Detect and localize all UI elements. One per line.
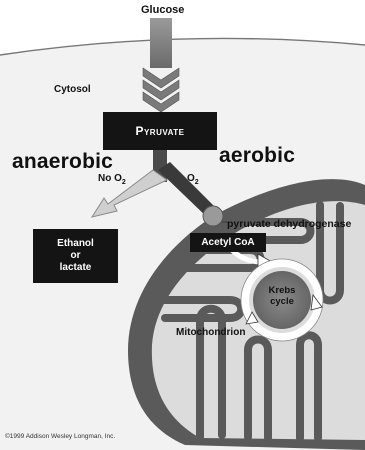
anaerobic-label: anaerobic [12,150,114,173]
no-o2-subscript: 2 [121,179,126,186]
no-o2-label [98,173,126,186]
no-o2-text: No O [98,173,122,184]
o2-subscript: 2 [194,179,199,186]
krebs-label [262,285,302,307]
cytosol-label: Cytosol [54,84,91,95]
o2-label [187,173,199,186]
krebs-line2: cycle [270,296,294,307]
copyright-label: ©1999 Addison Wesley Longman, Inc. [5,433,116,440]
pyruvate-dehydrogenase-dot [203,206,223,226]
ethanol-lactate-box [33,229,118,283]
ethanol-line3: lactate [59,262,92,273]
ethanol-line1: Ethanol [57,238,94,249]
pyruvate-dehydrogenase-label: pyruvate dehydrogenase [227,218,352,230]
glucose-label: Glucose [141,4,185,16]
glucose-arrow-shaft [150,18,172,68]
acetyl-coa-label: Acetyl CoA [201,237,255,248]
ethanol-line2: or [70,250,81,261]
mitochondrion-label: Mitochondrion [176,327,246,338]
pyruvate-label: Pyruvate [135,124,185,138]
acetyl-coa-box [190,233,266,252]
aerobic-label: aerobic [219,144,296,167]
pyruvate-box [103,112,217,150]
krebs-line1: Krebs [268,285,296,296]
o2-text: O [187,173,195,184]
